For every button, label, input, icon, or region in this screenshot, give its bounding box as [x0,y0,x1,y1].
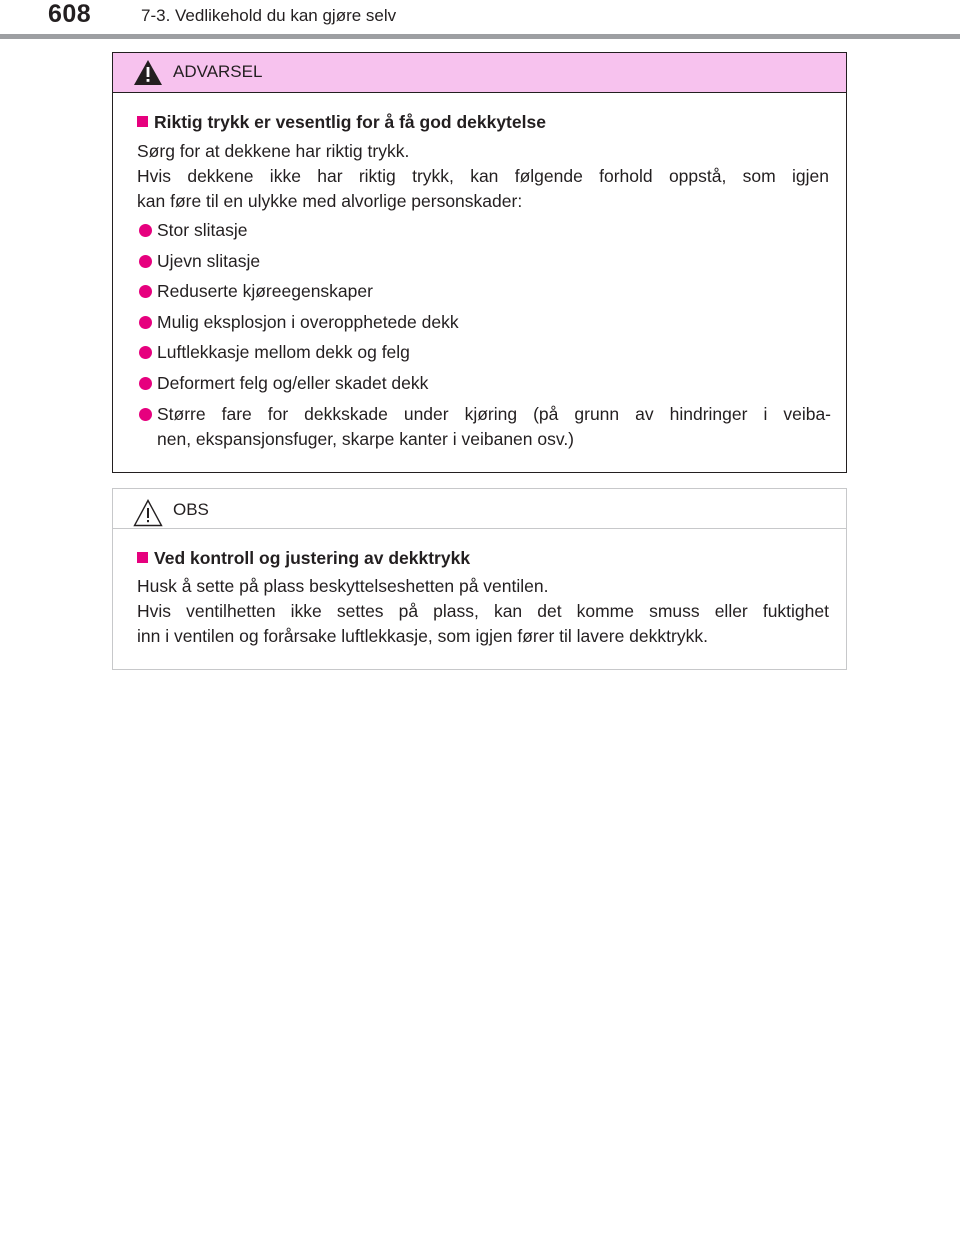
round-bullet-icon [139,224,152,237]
notice-box [112,488,847,670]
warning-bullet-list [139,218,831,458]
warning-item-title [137,112,546,133]
list-item-text: Stor slitasje [157,220,248,240]
round-bullet-icon [139,408,152,421]
warning-triangle-filled-icon [133,59,163,86]
page-header [0,0,960,40]
warning-paragraph [137,139,829,214]
paragraph-line: Husk å sette på plass beskyttelseshetten på ventilen. [137,576,549,596]
paragraph-line: kan føre til en ulykke med alvorlige personskader: [137,191,523,211]
list-item-text: nen, ekspansjonsfuger, skarpe kanter i veibanen osv.) [157,428,575,449]
list-item [139,218,831,249]
warning-title-text: Riktig trykk er vesentlig for å få god dekkytelse [154,112,546,132]
notice-label: OBS [173,500,209,519]
warning-triangle-outline-icon [133,499,163,527]
notice-item-title [137,548,470,569]
square-bullet-icon [137,116,148,127]
warning-label: ADVARSEL [173,62,263,81]
round-bullet-icon [139,316,152,329]
page-number: 608 [48,0,92,28]
paragraph-line: Sørg for at dekkene har riktig trykk. [137,141,410,161]
list-item [139,340,831,371]
list-item-text: Større fare for dekkskade under kjøring (på grunn av hindringer i veiba- [157,403,831,424]
round-bullet-icon [139,346,152,359]
notice-box-header [113,489,846,529]
paragraph-line: Hvis dekkene ikke har riktig trykk, kan følgende forhold oppstå, som igjen [137,166,829,186]
warning-box [112,52,847,473]
list-item [139,249,831,280]
list-item-text: Luftlekkasje mellom dekk og felg [157,342,410,363]
round-bullet-icon [139,377,152,390]
header-rule [0,34,960,39]
list-item [139,402,831,458]
round-bullet-icon [139,255,152,268]
section-title: 7-3. Vedlikehold du kan gjøre selv [141,6,397,25]
list-item-text: Mulig eksplosjon i overopphetede dekk [157,311,459,332]
round-bullet-icon [139,285,152,298]
list-item [139,371,831,402]
square-bullet-icon [137,552,148,563]
list-item-text: Deformert felg og/eller skadet dekk [157,372,429,393]
warning-box-header [113,53,846,93]
list-item-text: Reduserte kjøreegenskaper [157,281,373,302]
paragraph-line: Hvis ventilhetten ikke settes på plass, kan det komme smuss eller fuktighet [137,601,829,621]
paragraph-line: inn i ventilen og forårsake luftlekkasje, som igjen fører til lavere dekktrykk. [137,626,708,646]
notice-title-text: Ved kontroll og justering av dekktrykk [154,548,471,568]
list-item [139,279,831,310]
notice-paragraph [137,574,829,649]
list-item [139,310,831,341]
list-item-text: Ujevn slitasje [157,250,261,271]
